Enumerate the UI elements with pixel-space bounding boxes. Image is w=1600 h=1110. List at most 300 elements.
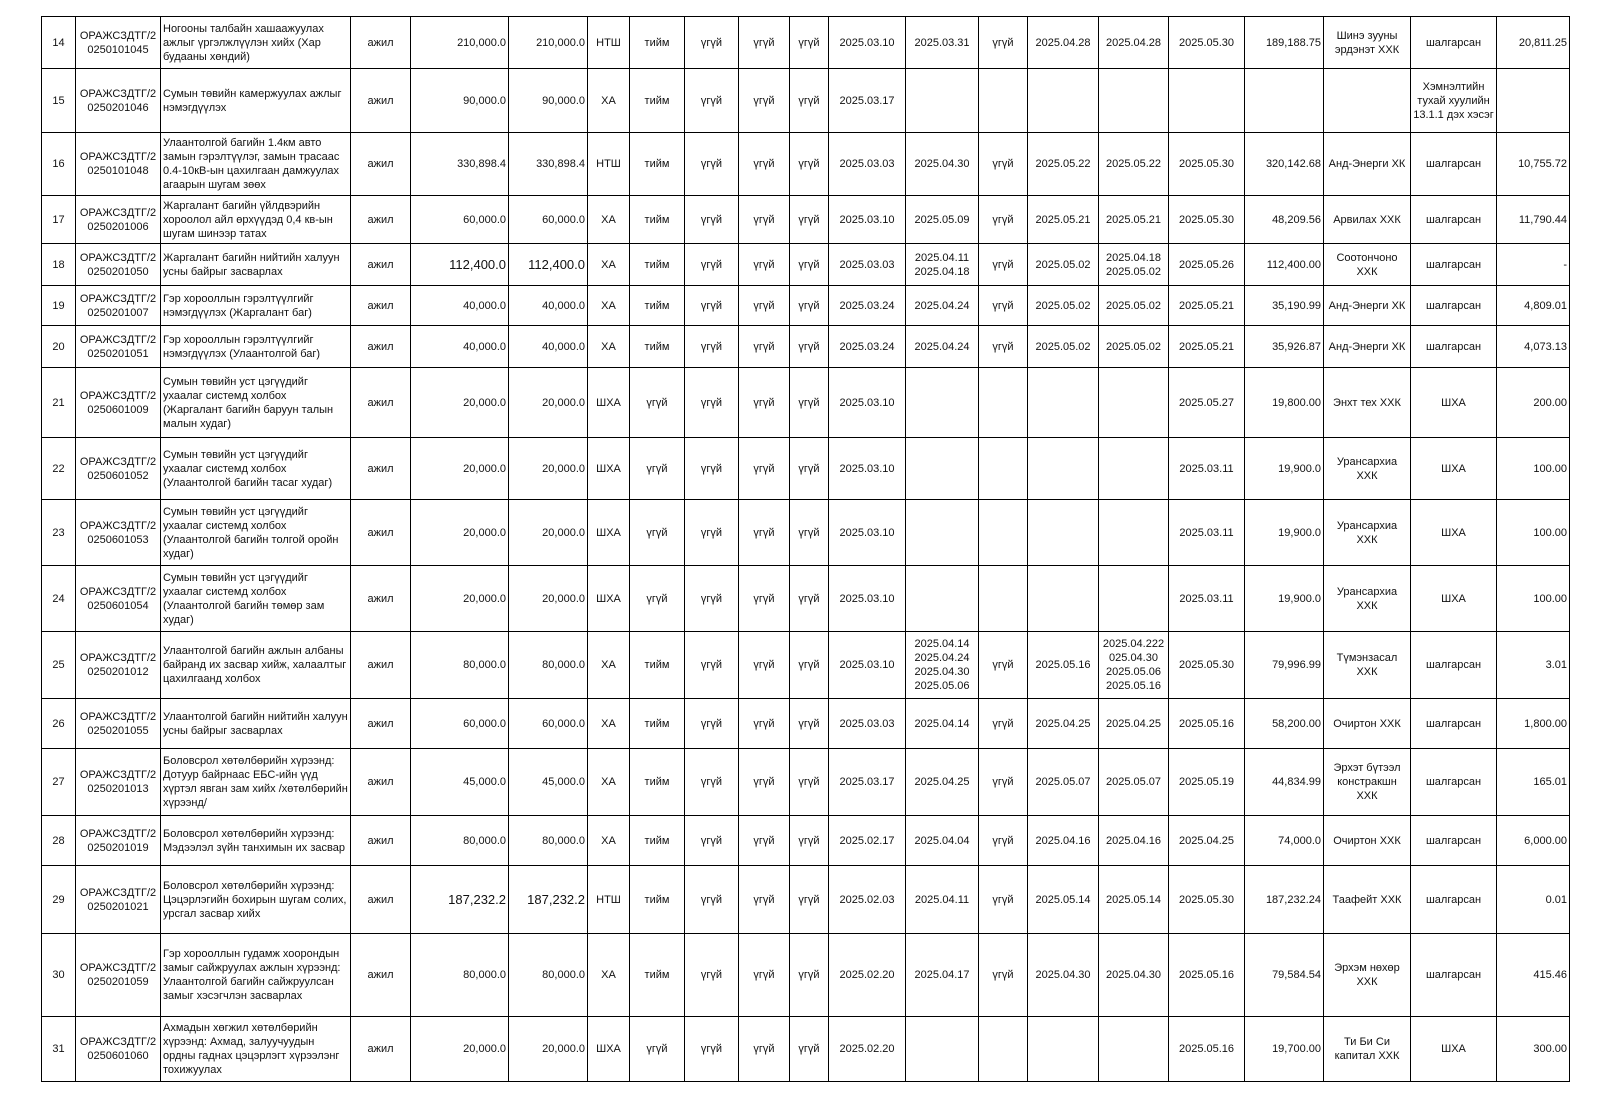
estimated-amount: 80,000.0 <box>509 632 588 699</box>
estimated-amount: 40,000.0 <box>509 326 588 368</box>
criteria-5: үгүй <box>979 133 1028 196</box>
criteria-3: үгүй <box>739 749 790 816</box>
contract-date: 2025.05.30 <box>1169 133 1245 196</box>
procurement-type: ажил <box>351 866 411 934</box>
criteria-5: үгүй <box>979 196 1028 244</box>
criteria-5: үгүй <box>979 286 1028 326</box>
procurement-method: НТШ <box>588 17 630 69</box>
procurement-code: ОРАЖСЗДТГ/2 0250201013 <box>76 749 161 816</box>
contract-amount: 35,926.87 <box>1245 326 1324 368</box>
project-name: Сумын төвийн уст цэгүүдийг ухаалаг системд холбох (Улаантолгой багийн толгой оройн худаг) <box>161 500 351 566</box>
savings-amount: 3.01 <box>1497 632 1570 699</box>
criteria-3: үгүй <box>739 368 790 438</box>
announce-date: 2025.03.10 <box>829 632 906 699</box>
project-name: Улаантолгой багийн 1.4км авто замын гэрэлтүүлэг, замын трасаас 0.4-10кВ-ын цахилгаан дамжуулах агаарын шугам зөөх <box>161 133 351 196</box>
criteria-3: үгүй <box>739 244 790 286</box>
criteria-1: тийм <box>630 69 685 133</box>
criteria-2: үгүй <box>685 368 739 438</box>
budget-amount: 20,000.0 <box>411 368 509 438</box>
criteria-2: үгүй <box>685 196 739 244</box>
estimated-amount: 60,000.0 <box>509 699 588 749</box>
criteria-1: үгүй <box>630 566 685 632</box>
criteria-5: үгүй <box>979 17 1028 69</box>
contract-date: 2025.05.30 <box>1169 632 1245 699</box>
procurement-method: ХА <box>588 244 630 286</box>
criteria-4: үгүй <box>790 133 829 196</box>
criteria-3: үгүй <box>739 934 790 1017</box>
criteria-2: үгүй <box>685 500 739 566</box>
procurement-method: ХА <box>588 934 630 1017</box>
contract-amount: 19,900.0 <box>1245 566 1324 632</box>
procurement-method: ШХА <box>588 438 630 500</box>
criteria-4: үгүй <box>790 934 829 1017</box>
table-row <box>42 866 1570 934</box>
estimated-amount: 20,000.0 <box>509 438 588 500</box>
estimated-amount: 90,000.0 <box>509 69 588 133</box>
selection-status: шалгарсан <box>1411 133 1497 196</box>
criteria-1: тийм <box>630 699 685 749</box>
award-date: 2025.05.07 <box>1099 749 1169 816</box>
criteria-2: үгүй <box>685 816 739 866</box>
criteria-4: үгүй <box>790 69 829 133</box>
procurement-type: ажил <box>351 699 411 749</box>
procurement-type: ажил <box>351 934 411 1017</box>
criteria-1: тийм <box>630 244 685 286</box>
bid-open-date <box>906 69 979 133</box>
savings-amount: 11,790.44 <box>1497 196 1570 244</box>
bid-open-date: 2025.04.25 <box>906 749 979 816</box>
announce-date: 2025.03.10 <box>829 438 906 500</box>
criteria-5 <box>979 566 1028 632</box>
selection-status: шалгарсан <box>1411 699 1497 749</box>
criteria-5 <box>979 500 1028 566</box>
criteria-1: тийм <box>630 816 685 866</box>
criteria-1: тийм <box>630 866 685 934</box>
bid-open-date: 2025.04.24 <box>906 326 979 368</box>
criteria-1: үгүй <box>630 1017 685 1082</box>
criteria-4: үгүй <box>790 699 829 749</box>
project-name: Сумын төвийн камержуулах ажлыг нэмэгдүүлэх <box>161 69 351 133</box>
evaluation-date: 2025.05.02 <box>1028 326 1099 368</box>
supplier-name: Анд-Энерги ХК <box>1324 286 1411 326</box>
row-number: 19 <box>42 286 76 326</box>
criteria-2: үгүй <box>685 286 739 326</box>
criteria-5: үгүй <box>979 326 1028 368</box>
criteria-4: үгүй <box>790 866 829 934</box>
procurement-method: ШХА <box>588 566 630 632</box>
table-row <box>42 244 1570 286</box>
contract-amount: 44,834.99 <box>1245 749 1324 816</box>
procurement-code: ОРАЖСЗДТГ/2 0250101045 <box>76 17 161 69</box>
criteria-5: үгүй <box>979 866 1028 934</box>
criteria-1: тийм <box>630 196 685 244</box>
procurement-type: ажил <box>351 286 411 326</box>
criteria-5 <box>979 438 1028 500</box>
supplier-name: Анд-Энерги ХК <box>1324 326 1411 368</box>
announce-date: 2025.03.03 <box>829 244 906 286</box>
row-number: 26 <box>42 699 76 749</box>
contract-date: 2025.05.21 <box>1169 286 1245 326</box>
selection-status: шалгарсан <box>1411 816 1497 866</box>
evaluation-date: 2025.05.02 <box>1028 286 1099 326</box>
announce-date: 2025.03.03 <box>829 133 906 196</box>
criteria-2: үгүй <box>685 699 739 749</box>
criteria-1: тийм <box>630 749 685 816</box>
procurement-type: ажил <box>351 244 411 286</box>
estimated-amount: 80,000.0 <box>509 816 588 866</box>
criteria-1: тийм <box>630 632 685 699</box>
table-row <box>42 699 1570 749</box>
procurement-report-page <box>41 16 1567 1096</box>
row-number: 21 <box>42 368 76 438</box>
budget-amount: 80,000.0 <box>411 632 509 699</box>
supplier-name: Түмэнзасал ХХК <box>1324 632 1411 699</box>
contract-amount: 19,700.00 <box>1245 1017 1324 1082</box>
criteria-4: үгүй <box>790 326 829 368</box>
table-row <box>42 749 1570 816</box>
table-row <box>42 69 1570 133</box>
procurement-method: ШХА <box>588 1017 630 1082</box>
table-row <box>42 500 1570 566</box>
savings-amount: 4,809.01 <box>1497 286 1570 326</box>
supplier-name: Урансархиа ХХК <box>1324 500 1411 566</box>
row-number: 29 <box>42 866 76 934</box>
project-name: Ахмадын хөгжил хөтөлбөрийн хүрээнд: Ахмад, залуучуудын ордны гаднах цэцэрлэгт хүрээлэнг тохижуулах <box>161 1017 351 1082</box>
selection-status: ШХА <box>1411 566 1497 632</box>
project-name: Боловсрол хөтөлбөрийн хүрээнд: Мэдээлэл зүйн танхимын их засвар <box>161 816 351 866</box>
supplier-name: Ти Би Си капитал ХХК <box>1324 1017 1411 1082</box>
selection-status: ШХА <box>1411 438 1497 500</box>
procurement-type: ажил <box>351 566 411 632</box>
award-date: 2025.05.21 <box>1099 196 1169 244</box>
estimated-amount: 20,000.0 <box>509 368 588 438</box>
criteria-5: үгүй <box>979 934 1028 1017</box>
procurement-table <box>41 16 1570 1082</box>
procurement-method: ШХА <box>588 500 630 566</box>
contract-amount: 19,800.00 <box>1245 368 1324 438</box>
project-name: Боловсрол хөтөлбөрийн хүрээнд: Цэцэрлэгийн бохирын шугам солих, урсгал засвар хийх <box>161 866 351 934</box>
criteria-2: үгүй <box>685 133 739 196</box>
procurement-type: ажил <box>351 326 411 368</box>
row-number: 17 <box>42 196 76 244</box>
savings-amount: 10,755.72 <box>1497 133 1570 196</box>
contract-date: 2025.05.30 <box>1169 866 1245 934</box>
evaluation-date <box>1028 566 1099 632</box>
procurement-type: ажил <box>351 816 411 866</box>
supplier-name: Энхт тех ХХК <box>1324 368 1411 438</box>
budget-amount: 20,000.0 <box>411 500 509 566</box>
selection-status: шалгарсан <box>1411 632 1497 699</box>
evaluation-date: 2025.05.22 <box>1028 133 1099 196</box>
criteria-2: үгүй <box>685 69 739 133</box>
procurement-method: ХА <box>588 816 630 866</box>
procurement-type: ажил <box>351 133 411 196</box>
supplier-name: Урансархиа ХХК <box>1324 438 1411 500</box>
award-date <box>1099 438 1169 500</box>
contract-date: 2025.05.16 <box>1169 934 1245 1017</box>
evaluation-date <box>1028 1017 1099 1082</box>
criteria-3: үгүй <box>739 866 790 934</box>
contract-date: 2025.04.25 <box>1169 816 1245 866</box>
criteria-4: үгүй <box>790 368 829 438</box>
criteria-2: үгүй <box>685 1017 739 1082</box>
announce-date: 2025.03.10 <box>829 500 906 566</box>
criteria-1: тийм <box>630 286 685 326</box>
budget-amount: 112,400.0 <box>411 244 509 286</box>
bid-open-date <box>906 368 979 438</box>
criteria-3: үгүй <box>739 632 790 699</box>
savings-amount: 6,000.00 <box>1497 816 1570 866</box>
budget-amount: 80,000.0 <box>411 816 509 866</box>
procurement-code: ОРАЖСЗДТГ/2 0250201046 <box>76 69 161 133</box>
criteria-3: үгүй <box>739 133 790 196</box>
procurement-code: ОРАЖСЗДТГ/2 0250601053 <box>76 500 161 566</box>
budget-amount: 210,000.0 <box>411 17 509 69</box>
award-date <box>1099 1017 1169 1082</box>
bid-open-date: 2025.03.31 <box>906 17 979 69</box>
contract-date: 2025.05.30 <box>1169 17 1245 69</box>
announce-date: 2025.03.17 <box>829 749 906 816</box>
budget-amount: 90,000.0 <box>411 69 509 133</box>
criteria-3: үгүй <box>739 326 790 368</box>
evaluation-date <box>1028 500 1099 566</box>
announce-date: 2025.03.24 <box>829 326 906 368</box>
table-row <box>42 438 1570 500</box>
criteria-4: үгүй <box>790 566 829 632</box>
criteria-5 <box>979 368 1028 438</box>
criteria-2: үгүй <box>685 749 739 816</box>
bid-open-date: 2025.04.17 <box>906 934 979 1017</box>
project-name: Улаантолгой багийн нийтийн халуун усны байрыг засварлах <box>161 699 351 749</box>
criteria-4: үгүй <box>790 17 829 69</box>
procurement-code: ОРАЖСЗДТГ/2 0250601052 <box>76 438 161 500</box>
selection-status: шалгарсан <box>1411 196 1497 244</box>
contract-amount <box>1245 69 1324 133</box>
evaluation-date: 2025.05.02 <box>1028 244 1099 286</box>
award-date: 2025.05.14 <box>1099 866 1169 934</box>
budget-amount: 40,000.0 <box>411 286 509 326</box>
criteria-2: үгүй <box>685 866 739 934</box>
announce-date: 2025.03.24 <box>829 286 906 326</box>
project-name: Улаантолгой багийн ажлын албаны байранд их засвар хийж, халаалтыг цахилгаанд холбох <box>161 632 351 699</box>
bid-open-date: 2025.04.14 <box>906 699 979 749</box>
project-name: Гэр хорооллын гэрэлтүүлгийг нэмэгдүүлэх (Жаргалант баг) <box>161 286 351 326</box>
savings-amount: 1,800.00 <box>1497 699 1570 749</box>
selection-status: шалгарсан <box>1411 934 1497 1017</box>
estimated-amount: 60,000.0 <box>509 196 588 244</box>
procurement-method: ХА <box>588 699 630 749</box>
savings-amount: 300.00 <box>1497 1017 1570 1082</box>
contract-date: 2025.05.16 <box>1169 1017 1245 1082</box>
contract-date: 2025.03.11 <box>1169 438 1245 500</box>
criteria-4: үгүй <box>790 816 829 866</box>
supplier-name: Таафейт ХХК <box>1324 866 1411 934</box>
selection-status: Хэмнэлтийн тухай хуулийн 13.1.1 дэх хэсэг <box>1411 69 1497 133</box>
award-date <box>1099 69 1169 133</box>
estimated-amount: 20,000.0 <box>509 566 588 632</box>
savings-amount: 415.46 <box>1497 934 1570 1017</box>
criteria-3: үгүй <box>739 69 790 133</box>
evaluation-date: 2025.05.21 <box>1028 196 1099 244</box>
procurement-method: ХА <box>588 69 630 133</box>
selection-status: шалгарсан <box>1411 749 1497 816</box>
project-name: Боловсрол хөтөлбөрийн хүрээнд: Дотуур байрнаас ЕБС-ийн үүд хүртэл явган зам хийх /хөтөлбөрийн хүрээнд/ <box>161 749 351 816</box>
evaluation-date: 2025.04.28 <box>1028 17 1099 69</box>
criteria-5: үгүй <box>979 699 1028 749</box>
announce-date: 2025.03.10 <box>829 566 906 632</box>
criteria-3: үгүй <box>739 196 790 244</box>
estimated-amount: 330,898.4 <box>509 133 588 196</box>
savings-amount: 0.01 <box>1497 866 1570 934</box>
project-name: Сумын төвийн уст цэгүүдийг ухаалаг системд холбох (Улаантолгой багийн төмөр зам худаг) <box>161 566 351 632</box>
announce-date: 2025.02.17 <box>829 816 906 866</box>
criteria-2: үгүй <box>685 632 739 699</box>
estimated-amount: 187,232.2 <box>509 866 588 934</box>
row-number: 23 <box>42 500 76 566</box>
criteria-5 <box>979 69 1028 133</box>
project-name: Жаргалант багийн нийтийн халуун усны байрыг засварлах <box>161 244 351 286</box>
project-name: Гэр хорооллын гэрэлтүүлгийг нэмэгдүүлэх (Улаантолгой баг) <box>161 326 351 368</box>
criteria-2: үгүй <box>685 244 739 286</box>
bid-open-date <box>906 438 979 500</box>
procurement-type: ажил <box>351 438 411 500</box>
bid-open-date: 2025.04.24 <box>906 286 979 326</box>
selection-status: шалгарсан <box>1411 244 1497 286</box>
contract-date: 2025.05.16 <box>1169 699 1245 749</box>
procurement-code: ОРАЖСЗДТГ/2 0250201051 <box>76 326 161 368</box>
supplier-name <box>1324 69 1411 133</box>
supplier-name: Соотончоно ХХК <box>1324 244 1411 286</box>
row-number: 28 <box>42 816 76 866</box>
savings-amount: 20,811.25 <box>1497 17 1570 69</box>
procurement-type: ажил <box>351 632 411 699</box>
contract-date <box>1169 69 1245 133</box>
procurement-method: ХА <box>588 749 630 816</box>
criteria-4: үгүй <box>790 286 829 326</box>
table-row <box>42 1017 1570 1082</box>
contract-date: 2025.03.11 <box>1169 566 1245 632</box>
project-name: Ногооны талбайн хашаажуулах ажлыг үргэлжлүүлэн хийх (Хар будааны хөндий) <box>161 17 351 69</box>
criteria-3: үгүй <box>739 816 790 866</box>
contract-date: 2025.05.19 <box>1169 749 1245 816</box>
supplier-name: Эрхэм нөхөр ХХК <box>1324 934 1411 1017</box>
evaluation-date: 2025.04.25 <box>1028 699 1099 749</box>
procurement-code: ОРАЖСЗДТГ/2 0250201019 <box>76 816 161 866</box>
contract-amount: 19,900.0 <box>1245 500 1324 566</box>
announce-date: 2025.03.10 <box>829 196 906 244</box>
selection-status: шалгарсан <box>1411 866 1497 934</box>
procurement-code: ОРАЖСЗДТГ/2 0250601054 <box>76 566 161 632</box>
procurement-method: ХА <box>588 326 630 368</box>
bid-open-date: 2025.04.11 <box>906 866 979 934</box>
criteria-4: үгүй <box>790 196 829 244</box>
table-row <box>42 17 1570 69</box>
selection-status: ШХА <box>1411 500 1497 566</box>
savings-amount: - <box>1497 244 1570 286</box>
criteria-3: үгүй <box>739 566 790 632</box>
savings-amount <box>1497 69 1570 133</box>
procurement-type: ажил <box>351 196 411 244</box>
award-date: 2025.04.28 <box>1099 17 1169 69</box>
row-number: 24 <box>42 566 76 632</box>
budget-amount: 20,000.0 <box>411 438 509 500</box>
row-number: 25 <box>42 632 76 699</box>
evaluation-date: 2025.04.30 <box>1028 934 1099 1017</box>
procurement-code: ОРАЖСЗДТГ/2 0250201006 <box>76 196 161 244</box>
supplier-name: Анд-Энерги ХК <box>1324 133 1411 196</box>
table-row <box>42 133 1570 196</box>
procurement-method: НТШ <box>588 133 630 196</box>
contract-amount: 79,996.99 <box>1245 632 1324 699</box>
row-number: 30 <box>42 934 76 1017</box>
estimated-amount: 45,000.0 <box>509 749 588 816</box>
procurement-code: ОРАЖСЗДТГ/2 0250601060 <box>76 1017 161 1082</box>
award-date: 2025.05.22 <box>1099 133 1169 196</box>
criteria-4: үгүй <box>790 244 829 286</box>
procurement-type: ажил <box>351 17 411 69</box>
award-date: 2025.04.16 <box>1099 816 1169 866</box>
estimated-amount: 112,400.0 <box>509 244 588 286</box>
table-row <box>42 934 1570 1017</box>
criteria-1: үгүй <box>630 438 685 500</box>
contract-amount: 189,188.75 <box>1245 17 1324 69</box>
bid-open-date <box>906 1017 979 1082</box>
criteria-2: үгүй <box>685 566 739 632</box>
budget-amount: 40,000.0 <box>411 326 509 368</box>
criteria-2: үгүй <box>685 934 739 1017</box>
supplier-name: Арвилах ХХК <box>1324 196 1411 244</box>
award-date <box>1099 566 1169 632</box>
savings-amount: 100.00 <box>1497 438 1570 500</box>
award-date: 2025.04.25 <box>1099 699 1169 749</box>
budget-amount: 45,000.0 <box>411 749 509 816</box>
contract-amount: 79,584.54 <box>1245 934 1324 1017</box>
criteria-3: үгүй <box>739 699 790 749</box>
procurement-method: ХА <box>588 196 630 244</box>
row-number: 14 <box>42 17 76 69</box>
contract-amount: 48,209.56 <box>1245 196 1324 244</box>
budget-amount: 20,000.0 <box>411 1017 509 1082</box>
bid-open-date: 2025.04.04 <box>906 816 979 866</box>
procurement-method: ШХА <box>588 368 630 438</box>
estimated-amount: 20,000.0 <box>509 1017 588 1082</box>
evaluation-date <box>1028 368 1099 438</box>
announce-date: 2025.02.03 <box>829 866 906 934</box>
project-name: Гэр хорооллын гудамж хоорондын замыг сайжруулах ажлын хүрээнд: Улаантолгой багийн сайжруулсан замыг хэсэгчлэн засварлах <box>161 934 351 1017</box>
procurement-type: ажил <box>351 368 411 438</box>
announce-date: 2025.02.20 <box>829 934 906 1017</box>
criteria-1: тийм <box>630 326 685 368</box>
criteria-4: үгүй <box>790 632 829 699</box>
procurement-code: ОРАЖСЗДТГ/2 0250201021 <box>76 866 161 934</box>
row-number: 15 <box>42 69 76 133</box>
procurement-code: ОРАЖСЗДТГ/2 0250201055 <box>76 699 161 749</box>
criteria-2: үгүй <box>685 438 739 500</box>
criteria-2: үгүй <box>685 326 739 368</box>
procurement-type: ажил <box>351 500 411 566</box>
procurement-method: НТШ <box>588 866 630 934</box>
supplier-name: Шинэ зууны эрдэнэт ХХК <box>1324 17 1411 69</box>
criteria-5: үгүй <box>979 244 1028 286</box>
contract-date: 2025.03.11 <box>1169 500 1245 566</box>
estimated-amount: 40,000.0 <box>509 286 588 326</box>
savings-amount: 4,073.13 <box>1497 326 1570 368</box>
criteria-5 <box>979 1017 1028 1082</box>
table-row <box>42 632 1570 699</box>
criteria-3: үгүй <box>739 438 790 500</box>
announce-date: 2025.03.10 <box>829 17 906 69</box>
evaluation-date: 2025.04.16 <box>1028 816 1099 866</box>
